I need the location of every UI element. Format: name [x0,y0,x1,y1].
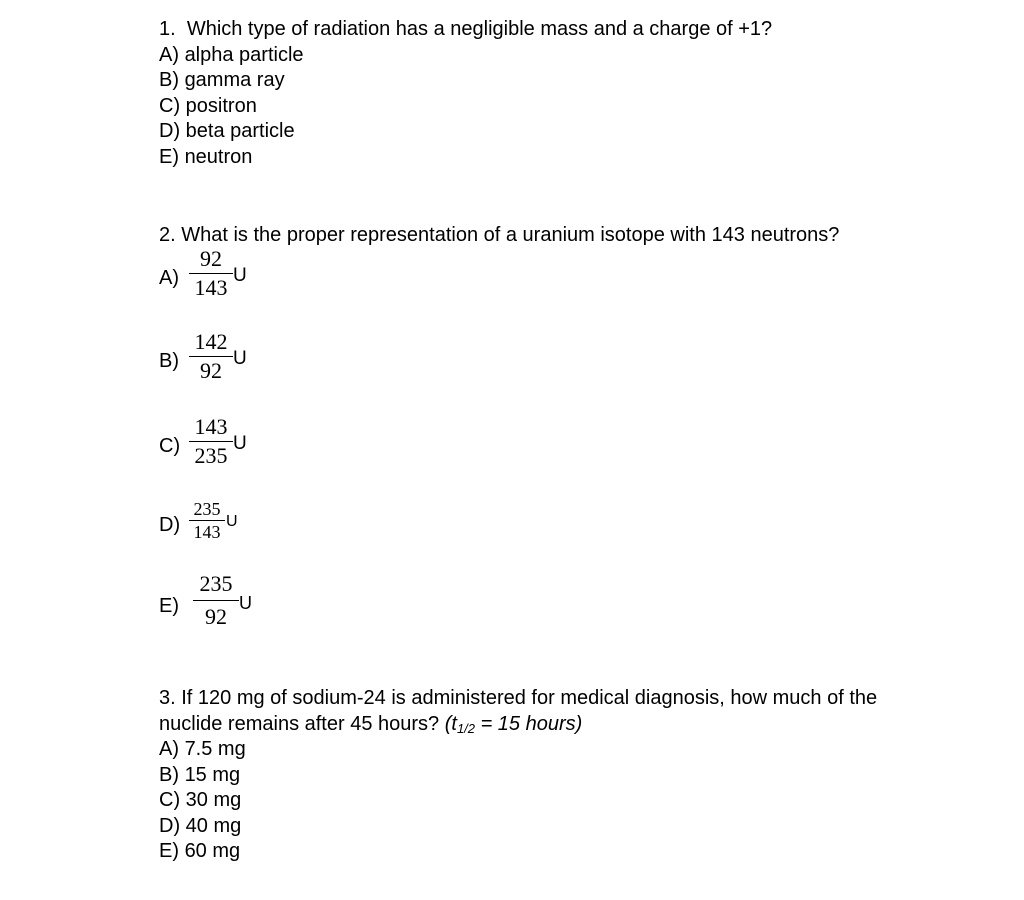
isotope-numerator: 143 [194,414,228,439]
fraction-bar [189,356,233,357]
option-letter: A) [159,738,179,760]
option-letter: E) [159,145,179,168]
question-1-stem [159,17,772,43]
answer-option[interactable] [159,737,877,763]
question-number: 1. [159,18,176,40]
isotope-numerator: 92 [200,246,222,271]
option-text: gamma ray [184,69,285,91]
answer-option[interactable] [159,145,772,171]
option-letter: D) [159,814,181,837]
question-number: 2. [159,224,176,246]
isotope-notation [189,331,233,382]
isotope-denominator: 143 [194,275,228,300]
half-life-note [445,713,583,735]
option-letter: C) [159,94,181,117]
option-letter: D) [159,514,181,536]
isotope-numerator: 235 [199,571,233,596]
option-text: neutron [184,145,253,168]
option-text: 60 mg [184,840,241,862]
element-symbol: U [233,348,247,369]
fraction-bar [189,273,233,274]
option-letter: B) [159,350,179,372]
option-text: 30 mg [185,789,242,811]
answer-option[interactable] [159,763,877,789]
fraction-bar [193,600,239,601]
option-letter: E) [159,840,179,862]
answer-option[interactable] [159,68,772,94]
option-letter: E) [159,595,179,617]
isotope-denominator: 92 [205,604,227,629]
option-text: alpha particle [184,43,304,66]
option-text: 40 mg [185,814,242,837]
option-letter: C) [159,789,181,811]
answer-option[interactable] [159,119,772,145]
answer-option[interactable] [159,327,359,387]
question-text: If 120 mg of sodium-24 is administered for medical diagnosis, how much of the [181,687,878,709]
option-text: 7.5 mg [184,738,246,760]
fraction-bar [189,441,233,442]
question-text-continued: nuclide remains after 45 hours? [159,712,440,735]
answer-option[interactable] [159,839,877,865]
answer-option[interactable] [159,814,877,840]
question-3-stem-line-1 [159,686,877,712]
isotope-notation [189,500,225,541]
element-symbol: U [233,433,247,454]
question-text: What is the proper representation of a uranium isotope with 143 neutrons? [181,224,840,246]
element-symbol: U [239,593,252,613]
quiz-page [159,0,999,900]
element-symbol: U [226,513,238,530]
answer-option[interactable] [159,94,772,120]
option-letter: A) [159,267,179,289]
half-life-symbol: (t [444,712,457,735]
answer-option[interactable] [159,570,359,630]
isotope-notation [189,416,233,467]
answer-option[interactable] [159,496,359,556]
option-letter: D) [159,120,181,142]
isotope-notation [189,248,233,299]
isotope-numerator: 142 [194,329,228,354]
question-3 [159,686,877,865]
option-letter: B) [159,69,179,91]
isotope-numerator: 235 [193,499,221,519]
option-text: beta particle [185,120,295,142]
answer-option[interactable] [159,788,877,814]
isotope-denominator: 235 [194,443,228,468]
question-3-stem-line-2 [159,712,877,738]
fraction-bar [189,520,225,521]
option-text: positron [185,94,257,117]
isotope-denominator: 143 [193,522,221,542]
answer-option[interactable] [159,412,359,472]
option-letter: A) [159,43,179,66]
option-letter: B) [159,763,179,786]
question-text: Which type of radiation has a negligible mass and a charge of +1? [186,18,773,40]
option-letter: C) [159,435,181,457]
question-number: 3. [159,687,176,709]
question-1 [159,17,772,170]
half-life-value: = 15 hours) [475,712,583,735]
answer-option[interactable] [159,43,772,69]
half-life-subscript: 1/2 [456,720,476,736]
element-symbol: U [233,265,247,286]
option-text: 15 mg [184,763,241,786]
isotope-denominator: 92 [200,358,222,383]
isotope-notation [193,573,239,628]
answer-option[interactable] [159,244,359,304]
